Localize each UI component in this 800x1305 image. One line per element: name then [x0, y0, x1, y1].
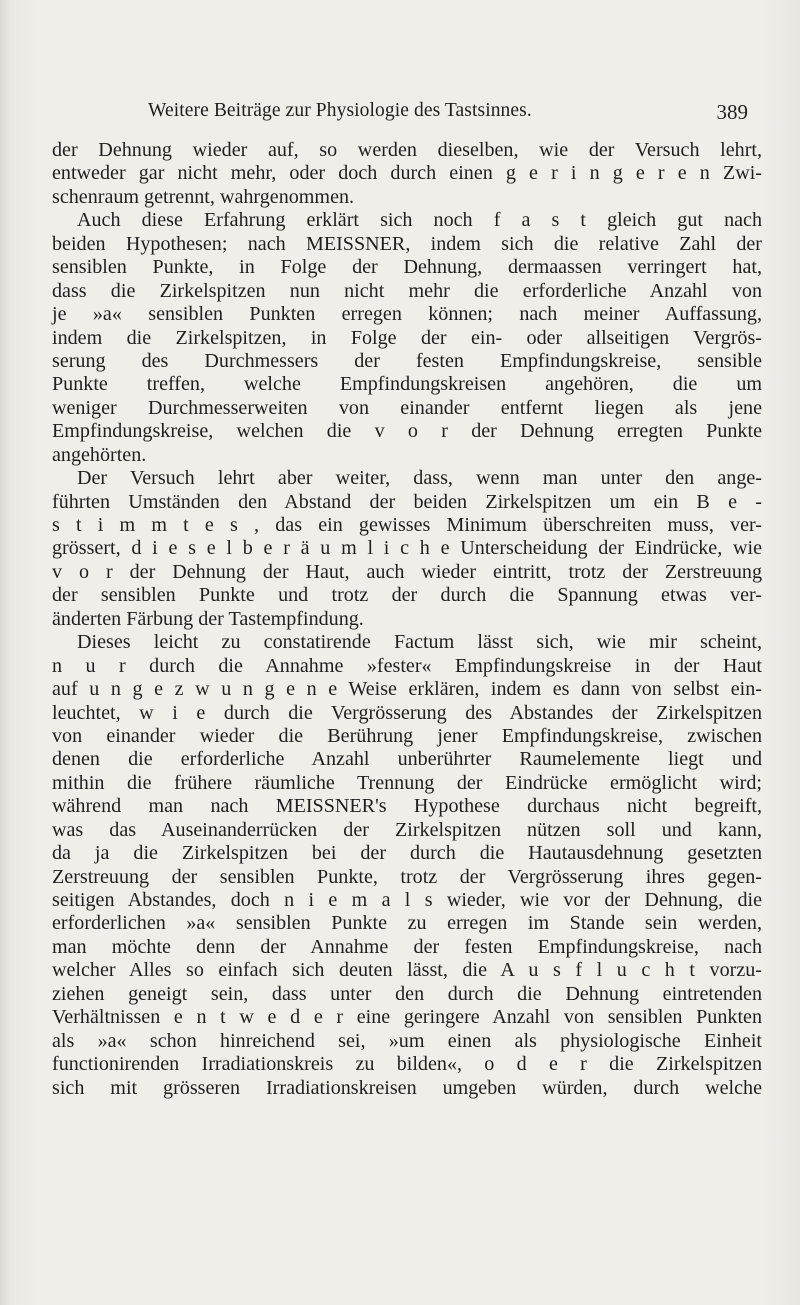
text-line: Der Versuch lehrt aber weiter, dass, wenn man unter den ange-: [77, 467, 762, 490]
text-line: mithin die frühere räumliche Trennung der Eindrücke ermöglicht wird;: [52, 771, 762, 794]
text-line: je »a« sensiblen Punkten erregen können; nach meiner Auffassung,: [52, 303, 762, 326]
text-line: da ja die Zirkelspitzen bei der durch die Hautausdehnung gesetzten: [52, 842, 762, 865]
text-line: indem die Zirkelspitzen, in Folge der ein- oder allseitigen Vergrös-: [52, 326, 762, 349]
page-number: 389: [716, 100, 748, 124]
text-line: s t i m m t e s , das ein gewisses Minimum überschreiten muss, ver-: [52, 514, 762, 536]
text-line: v o r der Dehnung der Haut, auch wieder eintritt, trotz der Zerstreuung: [52, 560, 762, 583]
text-line: Zerstreuung der sensiblen Punkte, trotz der Vergrösserung ihres gegen-: [52, 865, 762, 888]
text-line: angehörten.: [52, 443, 147, 466]
text-line: sensiblen Punkte, in Folge der Dehnung, dermaassen verringert hat,: [52, 256, 762, 279]
text-line: was das Auseinanderrücken der Zirkelspitzen nützen soll und kann,: [52, 818, 762, 841]
text-line: als »a« schon hinreichend sei, »um einen als physiologische Einheit: [52, 1029, 762, 1052]
text-line: erforderlichen »a« sensiblen Punkte zu erregen im Stande sein werden,: [52, 912, 762, 935]
text-line: entweder gar nicht mehr, oder doch durch einen g e r i n g e r e n Zwi-: [52, 162, 762, 185]
text-line: während man nach MEISSNER's Hypothese durchaus nicht begreift,: [52, 795, 762, 818]
text-line: leuchtet, w i e durch die Vergrösserung des Abstandes der Zirkelspitzen: [52, 701, 762, 724]
text-line: denen die erforderliche Anzahl unberührter Raumelemente liegt und: [52, 748, 762, 771]
text-line: seitigen Abstandes, doch n i e m a l s wieder, wie vor der Dehnung, die: [52, 889, 762, 911]
text-line: auf u n g e z w u n g e n e Weise erklären, indem es dann von selbst ein-: [52, 678, 762, 701]
text-line: änderten Färbung der Tastempfindung.: [52, 607, 364, 630]
text-line: von einander wieder die Berührung jener Empfindungskreise, zwischen: [52, 724, 762, 747]
text-line: führten Umständen den Abstand der beiden Zirkelspitzen um ein B e -: [52, 490, 762, 513]
text-line: Auch diese Erfahrung erklärt sich noch f a s t gleich gut nach: [77, 209, 762, 232]
text-line: sich mit grösseren Irradiationskreisen umgeben würden, durch welche: [52, 1076, 762, 1099]
text-line: n u r durch die Annahme »fester« Empfindungskreise in der Haut: [52, 654, 762, 677]
text-line: dass die Zirkelspitzen nun nicht mehr die erforderliche Anzahl von: [52, 279, 762, 302]
text-line: grössert, d i e s e l b e r ä u m l i c h e Unterscheidung der Eindrücke, wie: [52, 537, 762, 560]
text-line: functionirenden Irradiationskreis zu bilden«, o d e r die Zirkelspitzen: [52, 1053, 762, 1076]
running-title: Weitere Beiträge zur Physiologie des Tastsinnes.: [148, 100, 532, 121]
text-line: Verhältnissen e n t w e d e r eine geringere Anzahl von sensiblen Punkten: [52, 1006, 762, 1029]
text-line: Dieses leicht zu constatirende Factum lässt sich, wie mir scheint,: [77, 631, 762, 654]
page-header: [0, 100, 800, 130]
text-line: serung des Durchmessers der festen Empfindungskreise, sensible: [52, 349, 762, 372]
text-line: Punkte treffen, welche Empfindungskreisen angehören, die um: [52, 373, 762, 396]
text-line: beiden Hypothesen; nach MEISSNER, indem sich die relative Zahl der: [52, 232, 762, 255]
body-text: [52, 139, 762, 1100]
text-line: Empfindungskreise, welchen die v o r der Dehnung erregten Punkte: [52, 420, 762, 443]
text-line: schenraum getrennt, wahrgenommen.: [52, 185, 355, 208]
text-line: ziehen geneigt sein, dass unter den durch die Dehnung eintretenden: [52, 982, 762, 1005]
text-line: weniger Durchmesserweiten von einander entfernt liegen als jene: [52, 396, 762, 419]
text-line: der Dehnung wieder auf, so werden dieselben, wie der Versuch lehrt,: [52, 139, 762, 161]
text-line: der sensiblen Punkte und trotz der durch die Spannung etwas ver-: [52, 584, 762, 607]
text-line: welcher Alles so einfach sich deuten lässt, die A u s f l u c h t vorzu-: [52, 959, 762, 982]
text-line: man möchte denn der Annahme der festen Empfindungskreise, nach: [52, 935, 762, 958]
